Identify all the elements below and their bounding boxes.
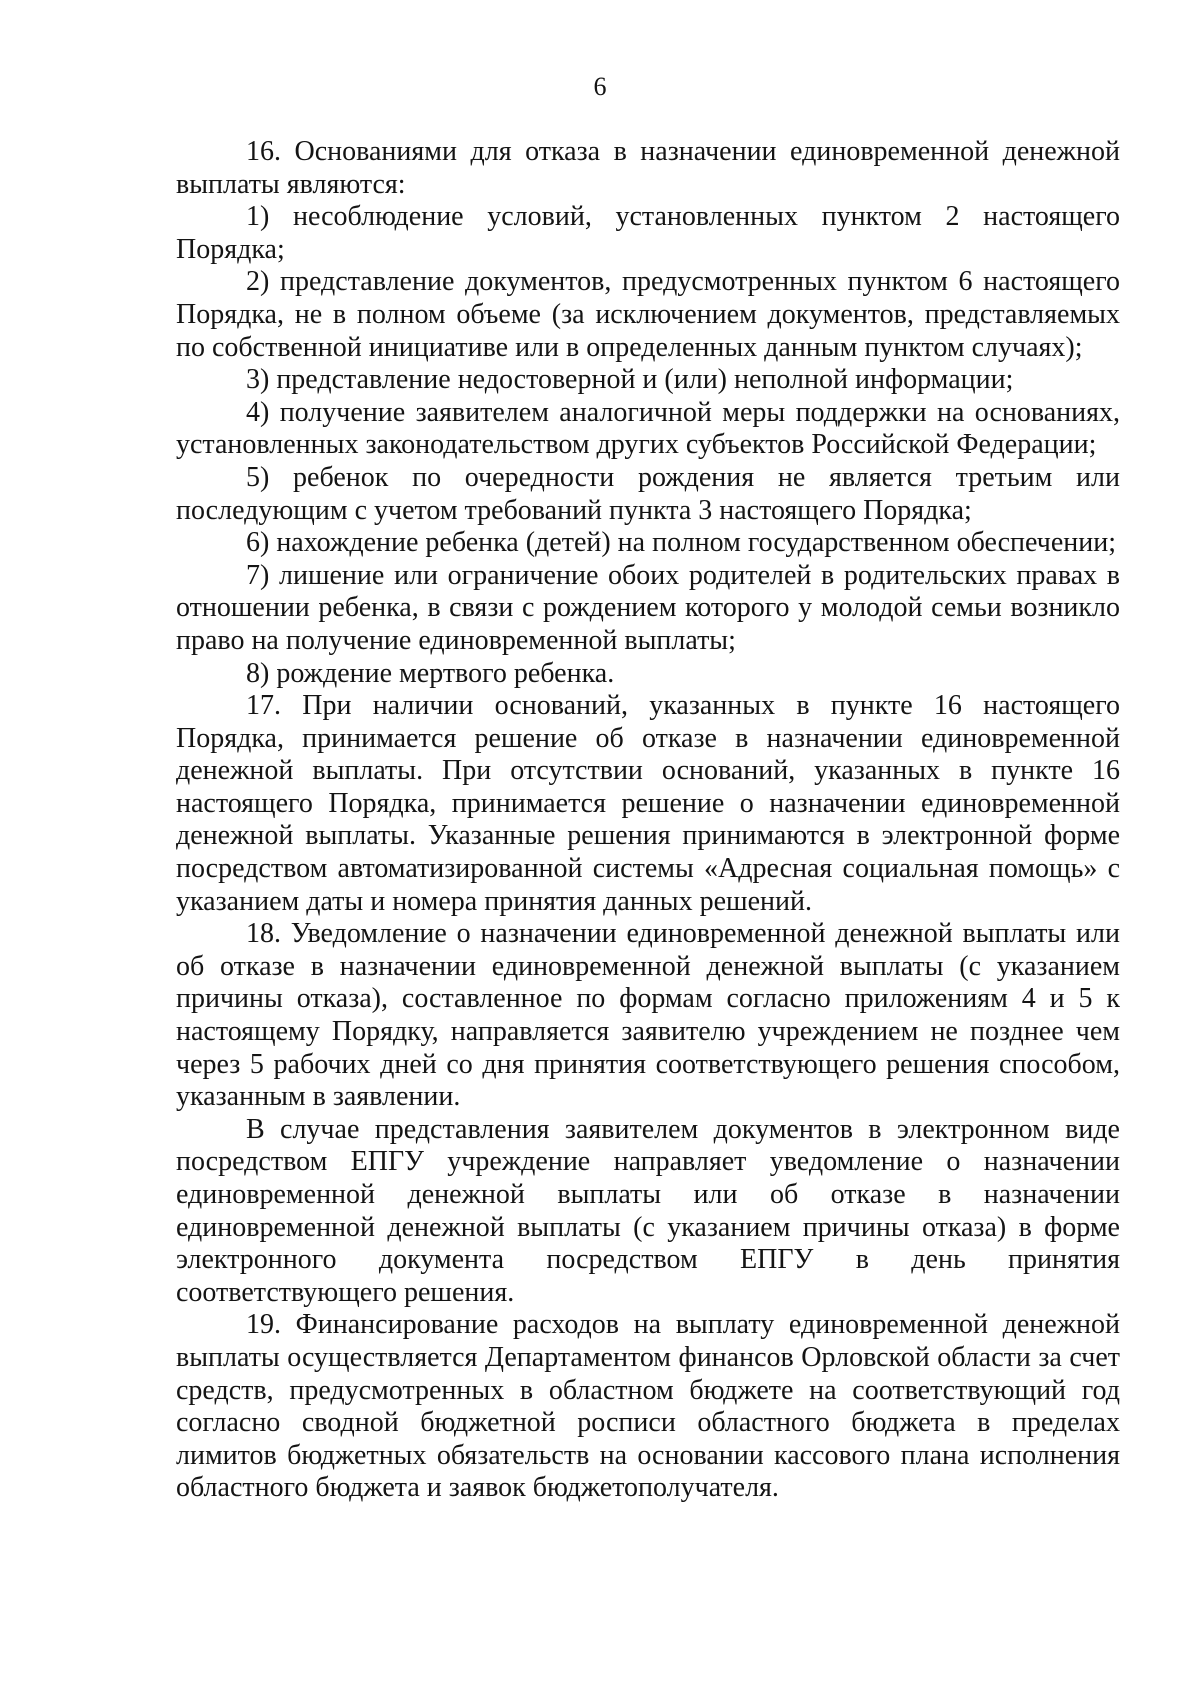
paragraph-17: 17. При наличии оснований, указанных в пункте 16 настоящего Порядка, принимается решение об отказе в назначении единовременной денежной выплаты. При отсутствии оснований, указанных в пункте 16 настоящего Порядка, принимается решение о назначении единовременной денежной выплаты. Указанные решения принимаются в электронной форме посредством автоматизированной системы «Адресная социальная помощь» с указанием даты и номера принятия данных решений.: [176, 690, 1120, 917]
paragraph-16: 16. Основаниями для отказа в назначении единовременной денежной выплаты являются:: [176, 136, 1120, 200]
list-item-5: 5) ребенок по очередности рождения не является третьим или последующим с учетом требований пункта 3 настоящего Порядка;: [176, 461, 1120, 526]
page-number: 6: [593, 72, 607, 101]
list-item-8: 8) рождение мертвого ребенка.: [246, 657, 615, 689]
list-item-1: 1) несоблюдение условий, установленных пунктом 2 настоящего Порядка;: [176, 201, 1120, 265]
list-item-4: 4) получение заявителем аналогичной меры поддержки на основаниях, установленных законодательством других субъектов Российской Федерации;: [176, 396, 1120, 461]
paragraph-18-epgu: В случае представления заявителем документов в электронном виде посредством ЕПГУ учреждение направляет уведомление о назначении единовременной денежной выплаты или об отказе в назначении единовременной денежной выплаты (с указанием причины отказа) в форме электронного документа посредством ЕПГУ в день принятия соответствующего решения.: [176, 1113, 1120, 1308]
paragraph-19: 19. Финансирование расходов на выплату единовременной денежной выплаты осуществляется Департаментом финансов Орловской области за счет средств, предусмотренных в областном бюджете на соответствующий год согласно сводной бюджетной росписи областного бюджета в пределах лимитов бюджетных обязательств на основании кассового плана исполнения областного бюджета и заявок бюджетополучателя.: [176, 1309, 1120, 1504]
paragraph-18: 18. Уведомление о назначении единовременной денежной выплаты или об отказе в назначении единовременной денежной выплаты (с указанием причины отказа), составленное по формам согласно приложениям 4 и 5 к настоящему Порядку, направляется заявителю учреждением не позднее чем через 5 рабочих дней со дня принятия соответствующего решения способом, указанным в заявлении.: [176, 918, 1120, 1113]
document-body: [176, 136, 1120, 1505]
list-item-6: 6) нахождение ребенка (детей) на полном государственном обеспечении;: [246, 527, 1116, 559]
list-item-3: 3) представление недостоверной и (или) неполной информации;: [246, 364, 1014, 396]
list-item-7: 7) лишение или ограничение обоих родителей в родительских правах в отношении ребенка, в связи с рождением которого у молодой семьи возникло право на получение единовременной выплаты;: [176, 559, 1120, 656]
list-item-2: 2) представление документов, предусмотренных пунктом 6 настоящего Порядка, не в полном объеме (за исключением документов, представляемых по собственной инициативе или в определенных данным пунктом случаях);: [176, 266, 1120, 363]
